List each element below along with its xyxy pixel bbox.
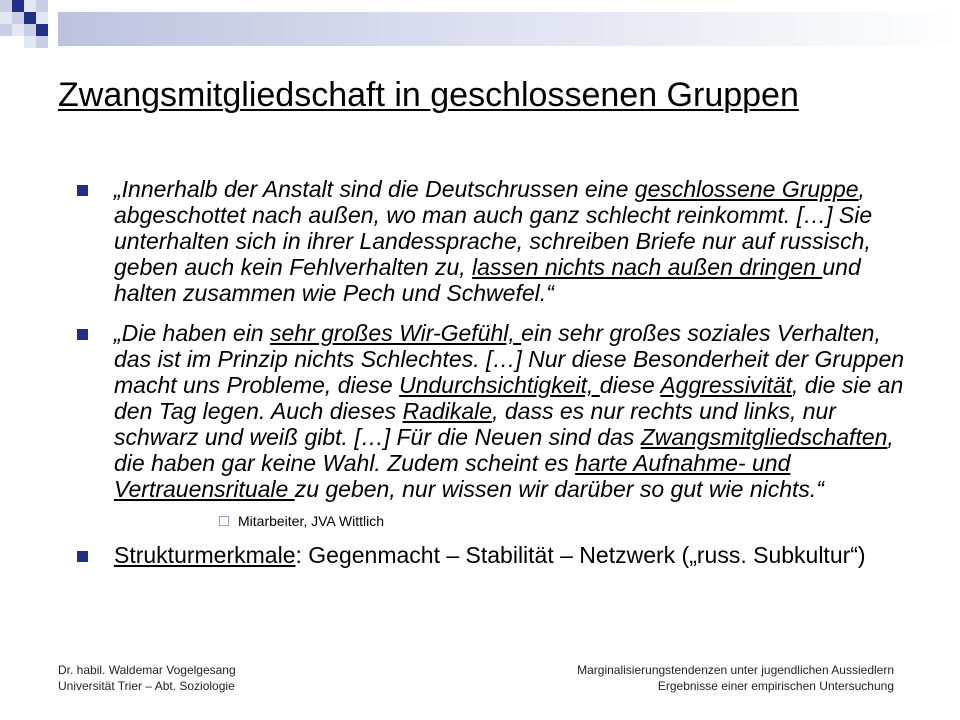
underlined-phrase: sehr großes Wir-Gefühl, bbox=[270, 320, 522, 346]
square-bullet-icon bbox=[77, 551, 88, 562]
underlined-phrase: Zwangsmitgliedschaften bbox=[640, 424, 888, 450]
quote-text: , dass es nur rechts und links, nur schwarz und weiß gibt. […] Für die Neuen sind das bbox=[114, 398, 836, 450]
source-text: Mitarbeiter, JVA Wittlich bbox=[238, 513, 385, 529]
footer-topic: Marginalisierungstendenzen unter jugendlichen Aussiedlern bbox=[577, 663, 894, 677]
quote-text: und halten zusammen wie Pech und Schwefel.“ bbox=[114, 254, 861, 306]
corner-square bbox=[12, 24, 24, 36]
footer-subtitle: Ergebnisse einer empirischen Untersuchung bbox=[657, 679, 894, 693]
underlined-phrase: Strukturmerkmale bbox=[114, 542, 296, 568]
quote-text: „Innerhalb der Anstalt sind die Deutschrussen eine bbox=[114, 176, 635, 202]
square-bullet-icon bbox=[77, 185, 88, 196]
quote-text: ein sehr großes soziales Verhalten, das ist im Prinzip nichts Schlechtes. […] Nur diese Besonderheit der Gruppen macht uns Probleme, diese bbox=[114, 320, 905, 398]
underlined-phrase: Undurchsichtigkeit, bbox=[399, 372, 600, 398]
corner-square bbox=[0, 24, 12, 36]
quote-text: , abgeschottet nach außen, wo man auch ganz schlecht reinkommt. […] Sie unterhalten sich in ihrer Landessprache, schreiben Briefe nur auf russisch, geben auch kein Fehlverhalten zu, bbox=[114, 176, 873, 280]
square-bullet-icon bbox=[77, 329, 88, 340]
structure-text: : Gegenmacht – Stabilität – Netzwerk („russ. Subkultur“) bbox=[295, 542, 866, 568]
corner-square bbox=[12, 0, 24, 12]
source-attribution bbox=[216, 512, 914, 530]
corner-square bbox=[24, 12, 36, 24]
corner-square bbox=[0, 0, 12, 12]
top-gradient-bar bbox=[58, 12, 960, 46]
hollow-square-bullet-icon bbox=[219, 516, 229, 526]
corner-square bbox=[0, 12, 12, 24]
corner-square bbox=[24, 24, 36, 36]
underlined-phrase: geschlossene Gruppe bbox=[634, 176, 859, 202]
bullet-quote-2 bbox=[74, 320, 914, 502]
underlined-phrase: lassen nichts nach außen dringen bbox=[472, 254, 823, 280]
quote-text: „Die haben ein bbox=[114, 320, 270, 346]
corner-square bbox=[36, 36, 48, 48]
footer-left bbox=[58, 662, 236, 694]
footer-right bbox=[577, 662, 894, 694]
quote-text: , die sie an den Tag legen. Auch dieses bbox=[114, 372, 904, 424]
footer-author: Dr. habil. Waldemar Vogelgesang bbox=[58, 663, 236, 677]
footer-institution: Universität Trier – Abt. Soziologie bbox=[58, 679, 235, 693]
quote-text: zu geben, nur wissen wir darüber so gut wie nichts.“ bbox=[294, 476, 824, 502]
corner-square bbox=[24, 36, 36, 48]
underlined-phrase: Aggressivität bbox=[660, 372, 792, 398]
bullet-quote-1 bbox=[74, 176, 914, 306]
corner-square bbox=[36, 24, 48, 36]
corner-square bbox=[36, 12, 48, 24]
corner-square bbox=[36, 0, 48, 12]
bullet-structure bbox=[74, 542, 914, 568]
bullet-list bbox=[74, 176, 914, 568]
quote-text: , die haben gar keine Wahl. Zudem scheint es bbox=[114, 424, 894, 476]
quote-text: diese bbox=[599, 372, 661, 398]
underlined-phrase: harte Aufnahme- und Vertrauensrituale bbox=[114, 450, 791, 502]
corner-square bbox=[24, 0, 36, 12]
slide-title: Zwangsmitgliedschaft in geschlossenen Gruppen bbox=[58, 76, 799, 114]
underlined-phrase: Radikale bbox=[402, 398, 493, 424]
corner-square bbox=[12, 12, 24, 24]
